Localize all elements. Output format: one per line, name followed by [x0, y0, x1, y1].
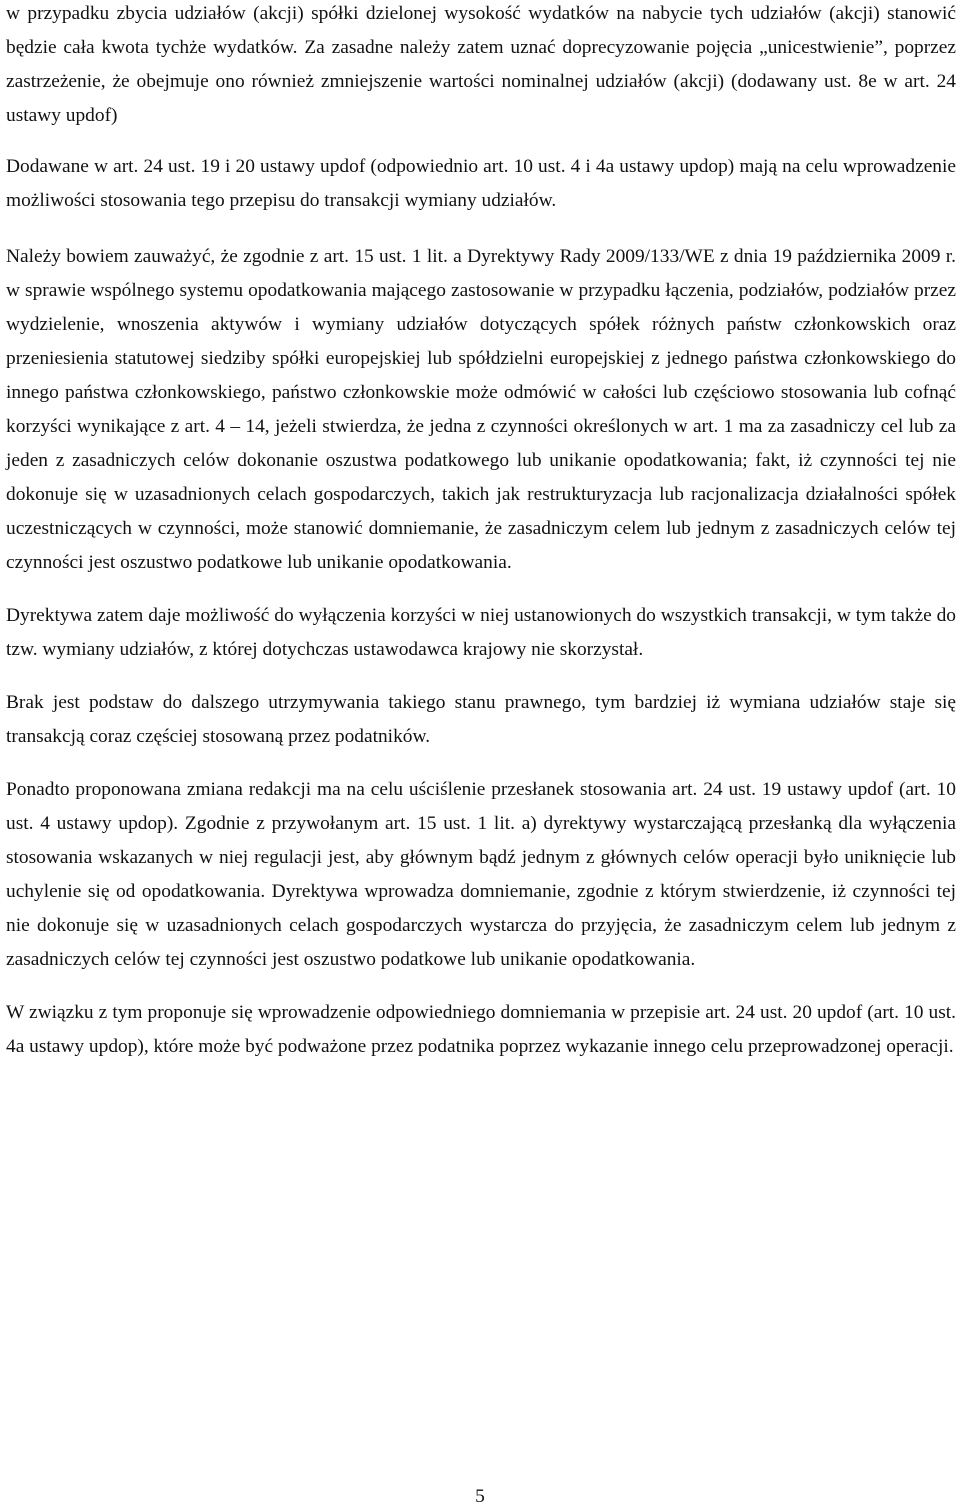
paragraph-proposed-change: Ponadto proponowana zmiana redakcji ma na celu uściślenie przesłanek stosowania art. 24 ust. 19 ustawy updof (art. 10 ust. 4 ustawy updop). Zgodnie z przywołanym art. 15 ust. 1 lit. a) dyrektywy wystarczającą przesłanką dla wyłączenia stosowania wskazanych w niej regulacji jest, aby głównym bądź jednym z głównych celów operacji było uniknięcie lub uchylenie się od opodatkowania. Dyrektywa wprowadza domniemanie, zgodnie z którym stwierdzenie, iż czynności tej nie dokonuje się w uzasadnionych celach gospodarczych wystarcza do przyjęcia, że zasadniczym celem lub jednym z zasadniczych celów tej czynności jest oszustwo podatkowe lub unikanie opodatkowania. — [6, 779, 956, 970]
paragraph-no-grounds: Brak jest podstaw do dalszego utrzymywania takiego stanu prawnego, tym bardziej iż wymiana udziałów staje się transakcją coraz częściej stosowaną przez podatników. — [6, 692, 956, 747]
page-number: 5 — [475, 1486, 485, 1507]
paragraph-presumption-proposal: W związku z tym proponuje się wprowadzenie odpowiedniego domniemania w przepisie art. 24 ust. 20 updof (art. 10 ust. 4a ustawy updop), które może być podważone przez podatnika poprzez wykazanie innego celu przeprowadzonej operacji. — [6, 1002, 956, 1057]
document-page — [6, 0, 956, 1064]
paragraph-share-disposal: w przypadku zbycia udziałów (akcji) spółki dzielonej wysokość wydatków na nabycie tych udziałów (akcji) stanowić będzie cała kwota tychże wydatków. Za zasadne należy zatem uznać doprecyzowanie pojęcia „unicestwienie”, poprzez zastrzeżenie, że obejmuje ono również zmniejszenie wartości nominalnej udziałów (akcji) (dodawany ust. 8e w art. 24 ustawy updof) — [6, 3, 956, 126]
paragraph-added-provisions: Dodawane w art. 24 ust. 19 i 20 ustawy updof (odpowiednio art. 10 ust. 4 i 4a ustawy updop) mają na celu wprowadzenie możliwości stosowania tego przepisu do transakcji wymiany udziałów. — [6, 156, 956, 211]
paragraph-directive-possibility: Dyrektywa zatem daje możliwość do wyłączenia korzyści w niej ustanowionych do wszystkich transakcji, w tym także do tzw. wymiany udziałów, z której dotychczas ustawodawca krajowy nie skorzystał. — [6, 605, 956, 660]
paragraph-directive-article-15: Należy bowiem zauważyć, że zgodnie z art. 15 ust. 1 lit. a Dyrektywy Rady 2009/133/WE z dnia 19 października 2009 r. w sprawie wspólnego systemu opodatkowania mającego zastosowanie w przypadku łączenia, podziałów, podziałów przez wydzielenie, wnoszenia aktywów i wymiany udziałów dotyczących spółek różnych państw członkowskich oraz przeniesienia statutowej siedziby spółki europejskiej lub spółdzielni europejskiej z jednego państwa członkowskiego do innego państwa członkowskiego, państwo członkowskie może odmówić w całości lub częściowo stosowania lub cofnąć korzyści wynikające z art. 4 – 14, jeżeli stwierdza, że jedna z czynności określonych w art. 1 ma za zasadniczy cel lub za jeden z zasadniczych celów dokonanie oszustwa podatkowego lub unikanie opodatkowania; fakt, iż czynności tej nie dokonuje się w uzasadnionych celach gospodarczych, takich jak restrukturyzacja lub racjonalizacja działalności spółek uczestniczących w czynności, może stanowić domniemanie, że zasadniczym celem lub jednym z zasadniczych celów tej czynności jest oszustwo podatkowe lub unikanie opodatkowania. — [6, 246, 956, 573]
